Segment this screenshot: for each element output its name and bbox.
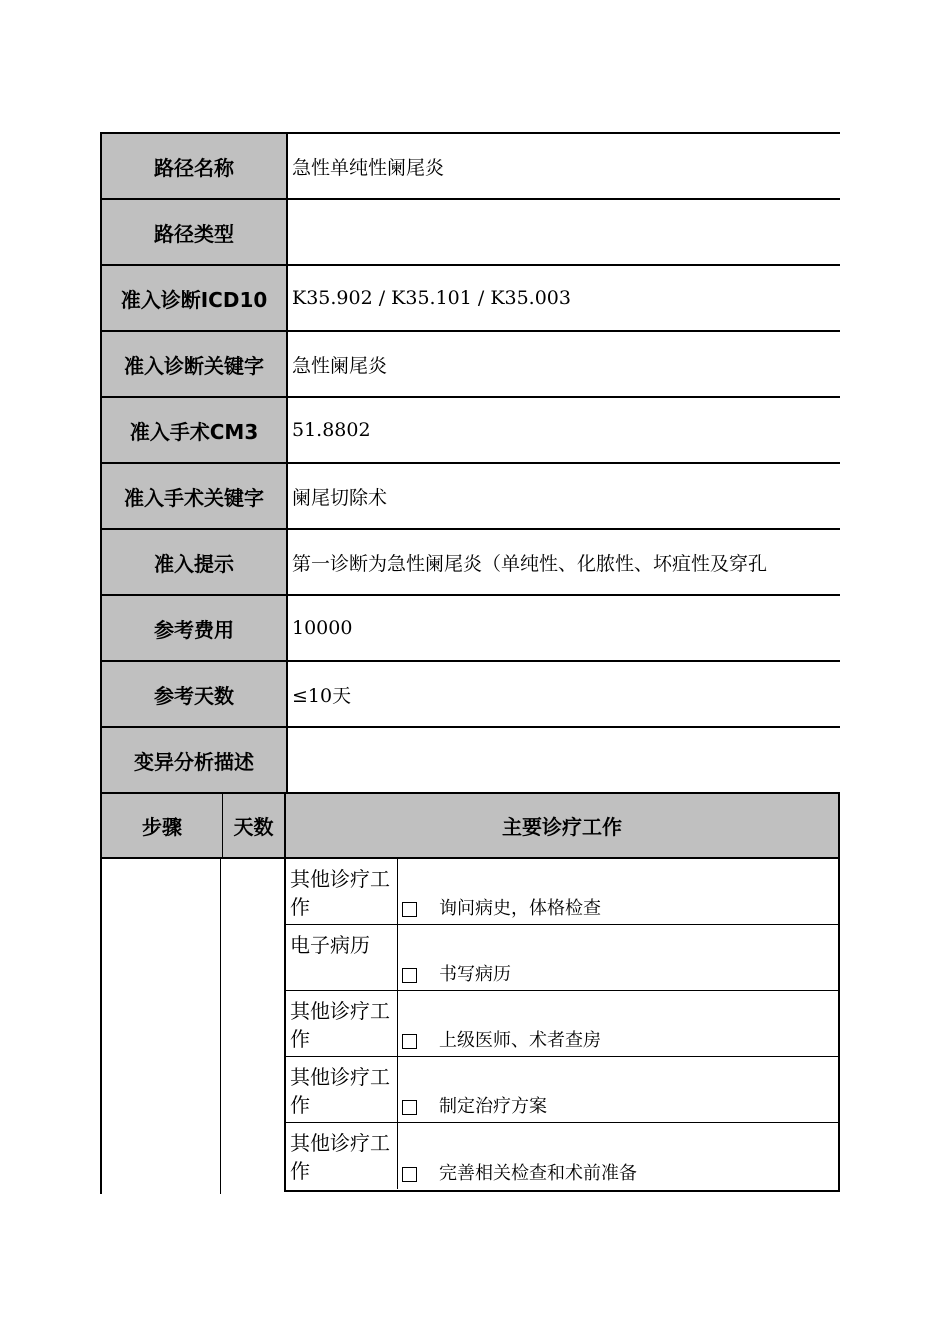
value-path-type[interactable] xyxy=(288,200,840,264)
label-path-type: 路径类型 xyxy=(102,200,288,264)
task-item xyxy=(398,991,838,1056)
task-item xyxy=(398,925,838,990)
task-category: 其他诊疗工作 xyxy=(286,991,398,1056)
label-path-name: 路径名称 xyxy=(102,134,288,198)
info-row-admission-hint xyxy=(100,528,840,594)
header-days: 天数 xyxy=(223,794,286,857)
task-category: 其他诊疗工作 xyxy=(286,859,398,924)
label-surgery-cm3: 准入手术CM3 xyxy=(102,398,288,462)
value-surgery-keyword[interactable]: 阑尾切除术 xyxy=(292,486,388,509)
task-item-label: 书写病历 xyxy=(439,964,511,985)
value-surgery-cm3[interactable]: 51.8802 xyxy=(292,419,371,441)
days-cell[interactable] xyxy=(221,859,284,1194)
info-row-reference-cost xyxy=(100,594,840,660)
task-category: 其他诊疗工作 xyxy=(286,1123,398,1189)
value-variance-analysis[interactable] xyxy=(288,728,840,792)
task-item xyxy=(398,1123,838,1189)
step-cell[interactable] xyxy=(100,859,221,1194)
info-row-diagnosis-keyword xyxy=(100,330,840,396)
value-icd10[interactable]: K35.902 / K35.101 / K35.003 xyxy=(292,287,571,309)
info-row-variance-analysis xyxy=(100,726,840,792)
info-row-surgery-cm3 xyxy=(100,396,840,462)
table-row xyxy=(286,859,838,925)
info-row-path-name xyxy=(100,132,840,198)
label-reference-cost: 参考费用 xyxy=(102,596,288,660)
task-checkbox[interactable] xyxy=(402,968,417,983)
info-row-surgery-keyword xyxy=(100,462,840,528)
label-icd10: 准入诊断ICD10 xyxy=(102,266,288,330)
task-item xyxy=(398,859,838,924)
task-item-label: 制定治疗方案 xyxy=(439,1096,547,1117)
task-checkbox[interactable] xyxy=(402,902,417,917)
label-surgery-keyword: 准入手术关键字 xyxy=(102,464,288,528)
table-header-row xyxy=(100,792,840,859)
label-diagnosis-keyword: 准入诊断关键字 xyxy=(102,332,288,396)
value-diagnosis-keyword[interactable]: 急性阑尾炎 xyxy=(292,354,388,377)
value-admission-hint[interactable]: 第一诊断为急性阑尾炎（单纯性、化脓性、坏疽性及穿孔 xyxy=(292,552,768,575)
value-path-name[interactable]: 急性单纯性阑尾炎 xyxy=(292,156,445,179)
task-item-label: 上级医师、术者查房 xyxy=(439,1030,601,1051)
table-body xyxy=(100,859,840,1194)
table-row xyxy=(286,1057,838,1123)
info-row-path-type xyxy=(100,198,840,264)
task-item xyxy=(398,1057,838,1122)
task-checkbox[interactable] xyxy=(402,1034,417,1049)
table-row xyxy=(286,925,838,991)
label-admission-hint: 准入提示 xyxy=(102,530,288,594)
task-item-label: 询问病史，体格检查 xyxy=(439,898,601,919)
table-row xyxy=(286,991,838,1057)
label-reference-days: 参考天数 xyxy=(102,662,288,726)
info-row-icd10 xyxy=(100,264,840,330)
value-reference-cost[interactable]: 10000 xyxy=(292,617,353,639)
info-row-reference-days xyxy=(100,660,840,726)
header-main-work: 主要诊疗工作 xyxy=(502,815,622,839)
clinical-pathway-sheet xyxy=(100,132,840,1194)
task-category: 其他诊疗工作 xyxy=(286,1057,398,1122)
label-variance-analysis: 变异分析描述 xyxy=(102,728,288,792)
header-step: 步骤 xyxy=(102,794,223,857)
table-row xyxy=(286,1123,838,1189)
task-category: 电子病历 xyxy=(286,925,398,990)
task-checkbox[interactable] xyxy=(402,1100,417,1115)
value-reference-days[interactable]: ≤10天 xyxy=(292,684,352,707)
task-checkbox[interactable] xyxy=(402,1167,417,1182)
task-list xyxy=(284,859,840,1192)
task-item-label: 完善相关检查和术前准备 xyxy=(439,1163,637,1184)
